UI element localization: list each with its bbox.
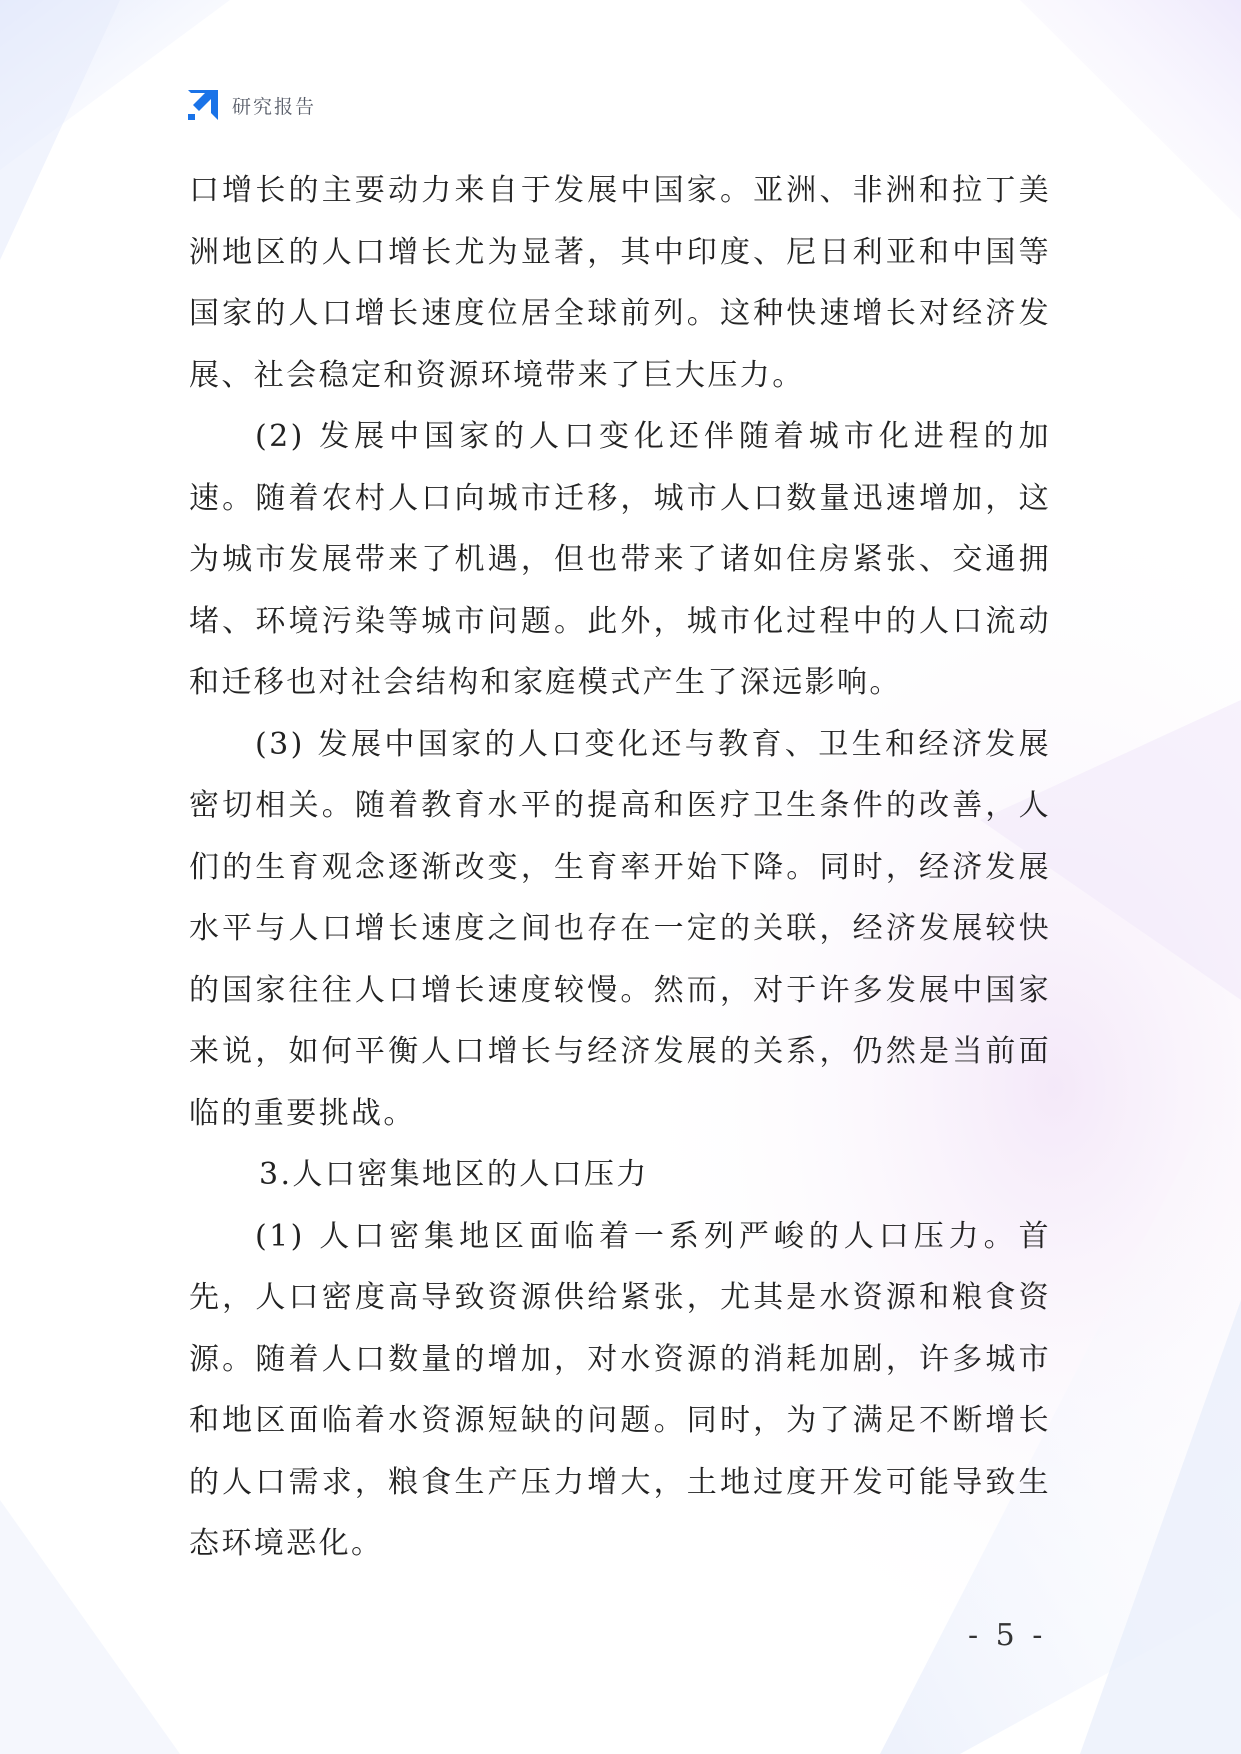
report-header [186, 88, 316, 122]
paragraph-education-health: (3) 发展中国家的人口变化还与教育、卫生和经济发展密切相关。随着教育水平的提高和医疗卫生条件的改善，人们的生育观念逐渐改变，生育率开始下降。同时，经济发展水平与人口增长速度之间也存在一定的关联，经济发展较快的国家往往人口增长速度较慢。然而，对于许多发展中国家来说，如何平衡人口增长与经济发展的关系，仍然是当前面临的重要挑战。 [189, 726, 1051, 1131]
paragraph-urbanization: (2) 发展中国家的人口变化还伴随着城市化进程的加速。随着农村人口向城市迁移，城市人口数量迅速增加，这为城市发展带来了机遇，但也带来了诸如住房紧张、交通拥堵、环境污染等城市问题。此外，城市化过程中的人口流动和迁移也对社会结构和家庭模式产生了深远影响。 [189, 419, 1051, 700]
document-body [189, 160, 1051, 1575]
report-header-title: 研究报告 [232, 95, 317, 118]
arrow-up-right-icon [186, 88, 220, 122]
section-heading: 3.人口密集地区的人口压力 [259, 1157, 649, 1192]
paragraph-dense-areas: (1) 人口密集地区面临着一系列严峻的人口压力。首先，人口密度高导致资源供给紧张，尤其是水资源和粮食资源。随着人口数量的增加，对水资源的消耗加剧，许多城市和地区面临着水资源短缺的问题。同时，为了满足不断增长的人口需求，粮食生产压力增大，土地过度开发可能导致生态环境恶化。 [189, 1218, 1051, 1561]
paragraph-continued: 口增长的主要动力来自于发展中国家。亚洲、非洲和拉丁美洲地区的人口增长尤为显著，其中印度、尼日利亚和中国等国家的人口增长速度位居全球前列。这种快速增长对经济发展、社会稳定和资源环境带来了巨大压力。 [189, 173, 1051, 393]
page-number: - 5 - [968, 1618, 1047, 1653]
